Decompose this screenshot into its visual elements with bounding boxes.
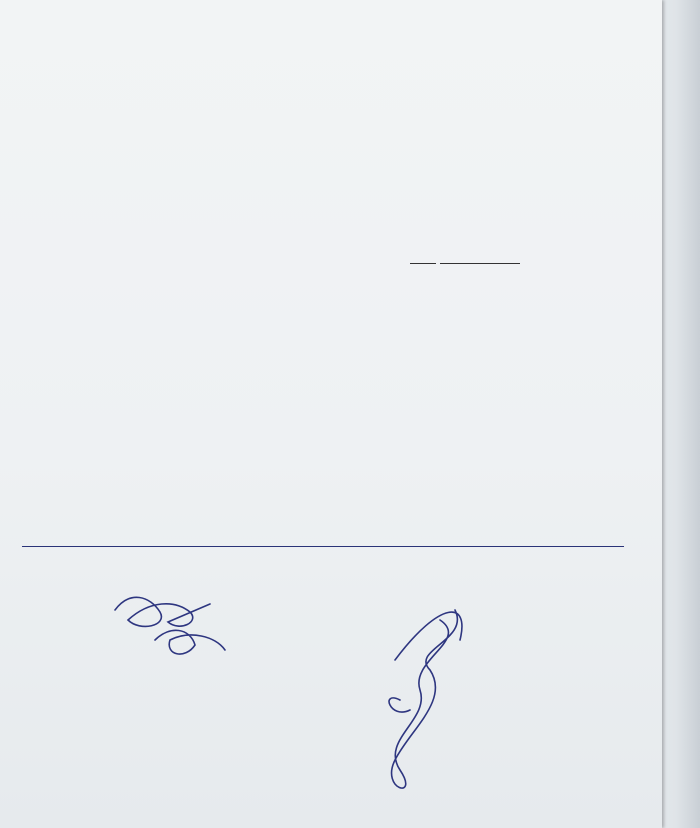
accused-signature-icon bbox=[115, 597, 210, 626]
investigator-signature-icon bbox=[389, 610, 462, 788]
advocate-signature-icon bbox=[155, 630, 225, 654]
